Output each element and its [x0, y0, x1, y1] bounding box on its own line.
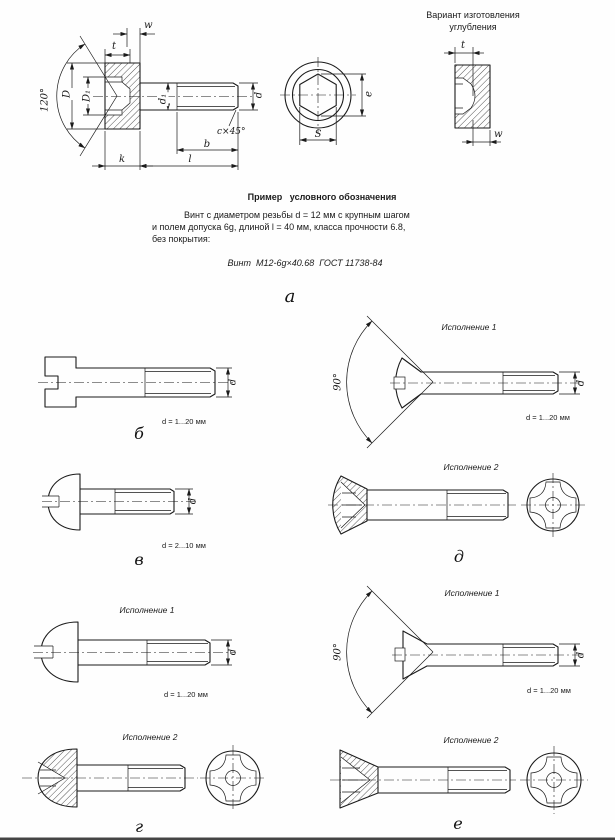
- fig-g-range: d = 1...20 мм: [164, 690, 208, 699]
- fig-g-version1-drawing: [33, 622, 236, 682]
- fig-e-version1-drawing: [347, 586, 584, 718]
- fig-b-dim-label-d: d: [227, 378, 239, 386]
- dim-label-chamfer: c×45°: [217, 127, 246, 137]
- fig-g-version2-drawing: [22, 745, 266, 811]
- variant-recess-drawing: [444, 47, 501, 146]
- dim-label-e: e: [363, 91, 375, 97]
- fig-d-version1-label: Исполнение 1: [441, 322, 497, 332]
- dim-label-D: D: [61, 89, 73, 99]
- fig-d-angle-label: 90°: [332, 373, 344, 391]
- dim-label-d1: d₁: [157, 93, 169, 105]
- fig-v-dim-label-d: d: [187, 497, 199, 505]
- fig-g-version2-label: Исполнение 2: [122, 732, 178, 742]
- fig-d-version2-label: Исполнение 2: [443, 462, 499, 472]
- fig-g-letter: г: [134, 817, 144, 836]
- fig-d-range: d = 1...20 мм: [526, 413, 570, 422]
- dim-label-120deg: 120°: [39, 87, 51, 113]
- example-line3: без покрытия:: [152, 234, 211, 244]
- fig-d-version2-drawing: [328, 473, 585, 537]
- fig-v-letter: в: [134, 550, 144, 569]
- fig-g-dim-label-d: d: [227, 648, 239, 656]
- fig-g-version1-label: Исполнение 1: [119, 605, 175, 615]
- dim-label-t: t: [112, 41, 117, 52]
- fig-v-screw-drawing: [42, 474, 198, 530]
- fig-e-dim-label-d: d: [575, 651, 587, 659]
- dim-label-d: d: [253, 91, 265, 99]
- variant-dim-label-w: w: [494, 129, 503, 140]
- fig-e-range: d = 1...20 мм: [527, 686, 571, 695]
- fig-a-letter: а: [284, 286, 296, 307]
- fig-e-version1-label: Исполнение 1: [444, 588, 500, 598]
- variant-dim-label-t: t: [460, 40, 466, 51]
- variant-title-line2: углубления: [449, 22, 497, 32]
- dim-label-k: k: [118, 154, 126, 165]
- dim-label-S: S: [314, 129, 322, 140]
- fig-b-screw-drawing: [38, 357, 236, 407]
- fig-e-angle-label: 90°: [332, 643, 344, 661]
- dim-label-l: l: [188, 154, 192, 165]
- fig-d-dim-label-d: d: [575, 379, 587, 387]
- dim-label-b: b: [203, 139, 211, 150]
- example-line1: Винт с диаметром резьбы d = 12 мм с крупным шагом: [184, 210, 410, 220]
- example-line2: и полем допуска 6g, длиной l = 40 мм, класса прочности 6.8,: [152, 222, 406, 232]
- fig-d-version1-drawing: [347, 316, 584, 448]
- fig-v-range: d = 2...10 мм: [162, 541, 206, 550]
- example-title: Пример условного обозначения: [247, 192, 397, 202]
- dim-label-w: w: [144, 20, 153, 31]
- fig-e-version2-drawing: [330, 746, 588, 814]
- variant-title-line1: Вариант изготовления: [426, 10, 520, 20]
- dim-label-D1: D₁: [81, 89, 93, 103]
- fig-e-version2-label: Исполнение 2: [443, 735, 499, 745]
- fig-d-letter: д: [453, 547, 465, 566]
- example-designation: Винт М12-6g×40.68 ГОСТ 11738-84: [227, 258, 383, 268]
- fig-b-letter: б: [134, 424, 144, 443]
- fig-a-socket-end-view: [280, 57, 366, 145]
- fig-e-letter: е: [453, 814, 463, 833]
- fig-b-range: d = 1...20 мм: [162, 417, 206, 426]
